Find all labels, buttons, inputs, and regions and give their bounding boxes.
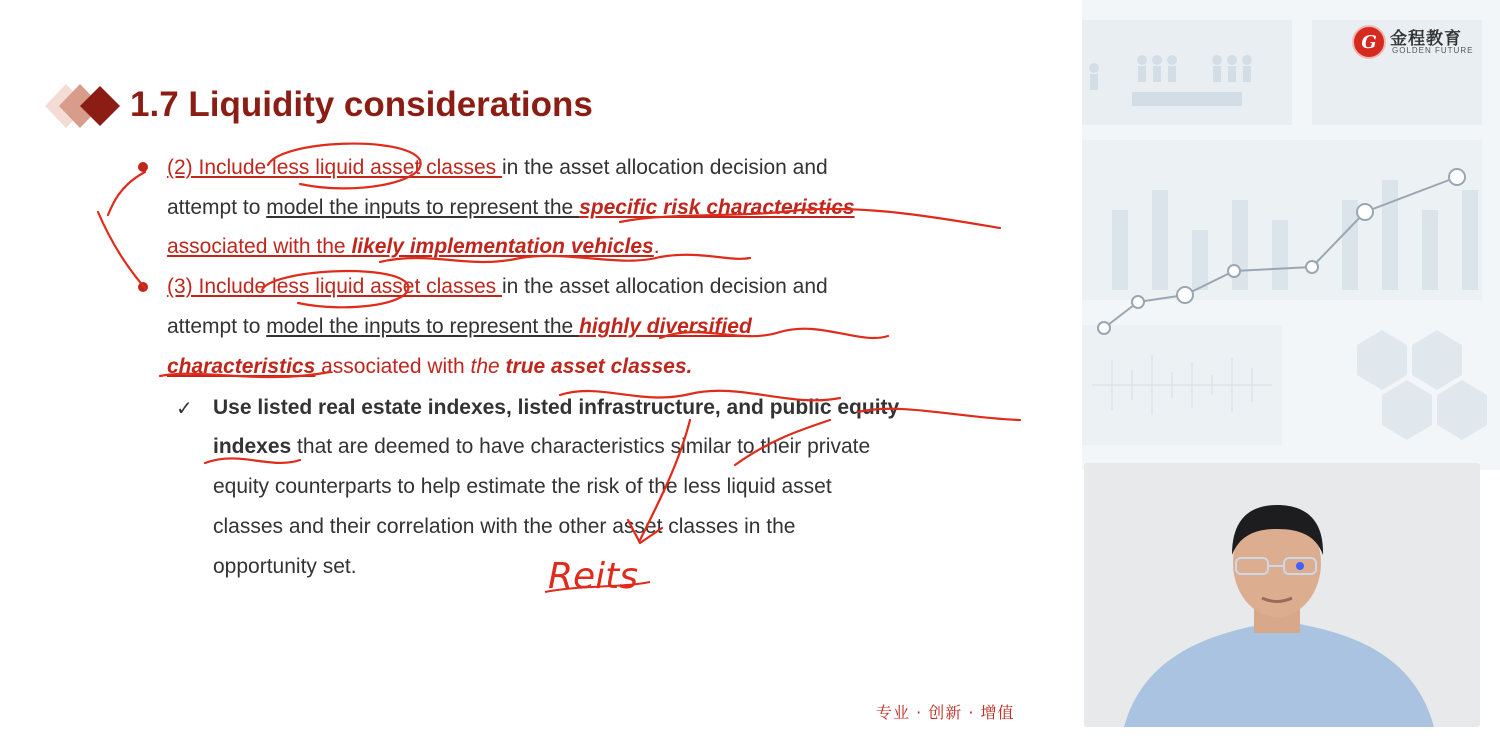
- subpoint-bold-text: indexes: [213, 435, 292, 458]
- bullet-point-2: [138, 162, 148, 172]
- point-2-line-2: [167, 195, 855, 221]
- subpoint-line-1: [213, 395, 899, 421]
- reits-underline: [545, 582, 650, 592]
- point-3-emphasis: highly diversified: [579, 315, 752, 338]
- point-3-text: in the asset allocation decision and: [502, 275, 828, 298]
- point-2-text: attempt to: [167, 196, 267, 219]
- point-2-underlined: model the inputs to represent the: [266, 196, 580, 219]
- decorative-background-panel: [1082, 0, 1500, 470]
- point-3-underlined: model the inputs to represent the: [266, 315, 580, 338]
- checkmark-icon: ✓: [176, 398, 193, 420]
- point-2-highlight: associated with the: [167, 235, 352, 258]
- subpoint-line-2: [213, 434, 870, 460]
- point-2-text: in the asset allocation decision and: [502, 156, 828, 179]
- point-2-line-1: [167, 155, 828, 181]
- subpoint-text: that are deemed to have characteristics similar to their private: [291, 435, 871, 458]
- point-3-emphasis: true asset classes.: [499, 355, 693, 378]
- point-2-highlight: (2) Include less liquid asset classes: [167, 156, 502, 179]
- point-2-line-3: [167, 234, 660, 260]
- point-2-emphasis: likely implementation vehicles: [351, 235, 654, 258]
- subpoint-line-5: opportunity set.: [213, 555, 357, 578]
- subpoint-bold-text: Use listed real estate indexes, listed infrastructure, and public equity: [213, 396, 900, 419]
- title-diamond-icon: [44, 82, 124, 130]
- point-3-italic: the: [470, 355, 500, 378]
- presenter-silhouette: [1084, 463, 1480, 727]
- point-3-line-1: [167, 274, 828, 300]
- point-3-emphasis: characteristics: [167, 355, 316, 378]
- point-2-period: .: [653, 235, 660, 258]
- point-3-highlight: associated with: [315, 355, 471, 378]
- point-3-line-3: [167, 354, 692, 380]
- point-3-text: attempt to: [167, 315, 267, 338]
- footer-slogan: 专业 · 创新 · 增值: [876, 703, 1015, 722]
- logo-chinese-name: 金程教育: [1390, 29, 1462, 49]
- handwritten-reits-note: Reits: [548, 556, 639, 597]
- webcam-video: [1084, 463, 1480, 727]
- slide-title: 1.7 Liquidity considerations: [130, 85, 593, 124]
- logo-mark-letter: G: [1361, 32, 1377, 53]
- point-2-emphasis: specific risk characteristics: [579, 196, 855, 219]
- bracket-annotation-bottom: [98, 212, 145, 288]
- logo-mark-icon: [1352, 25, 1386, 59]
- point-3-highlight: (3) Include less liquid asset classes: [167, 275, 502, 298]
- golden-future-logo: [1352, 22, 1492, 62]
- point-3-line-2: [167, 314, 752, 340]
- subpoint-line-3: equity counterparts to help estimate the risk of the less liquid asset: [213, 475, 832, 498]
- decorative-infographic: [1082, 0, 1500, 470]
- bullet-point-3: [138, 282, 148, 292]
- bracket-annotation-top: [108, 172, 145, 215]
- logo-english-name: GOLDEN FUTURE: [1392, 46, 1474, 55]
- subpoint-line-4: classes and their correlation with the other asset classes in the: [213, 515, 796, 538]
